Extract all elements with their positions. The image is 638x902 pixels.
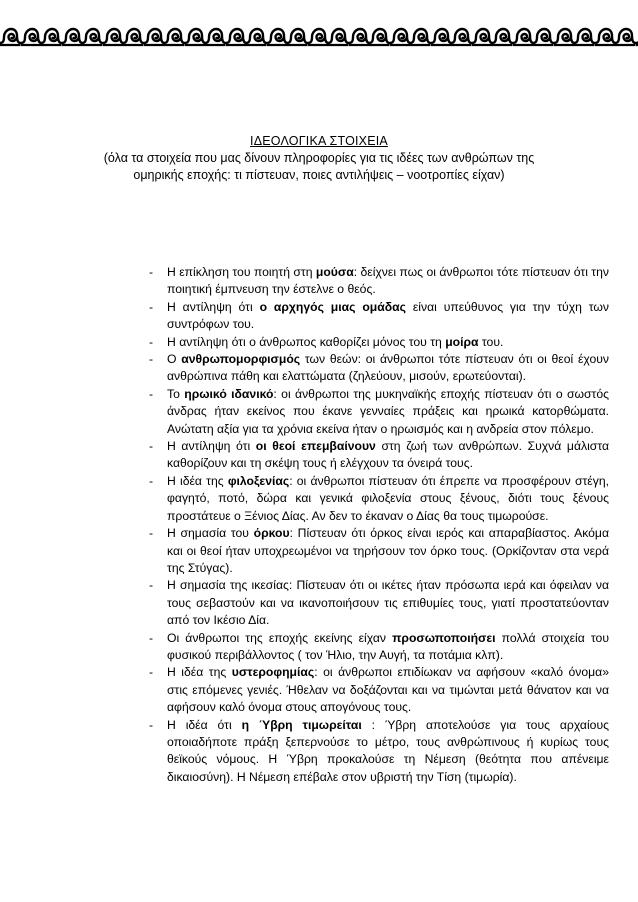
list-item-text bbox=[167, 474, 609, 523]
item-text-segment: Η ιδέα της bbox=[167, 665, 232, 680]
spiral-wave-border-icon bbox=[328, 26, 349, 48]
item-text-segment: πολλά στοιχεία του φυσικού περιβάλλοντος ( τον Ήλιο, την Αυγή, τα ποτάμια κλπ). bbox=[167, 630, 609, 662]
page-title: ΙΔΕΟΛΟΓΙΚΑ ΣΤΟΙΧΕΙΑ bbox=[250, 134, 388, 148]
list-item-text bbox=[167, 631, 609, 662]
spiral-wave-border-icon bbox=[185, 26, 206, 48]
spiral-wave-border-icon bbox=[513, 26, 534, 48]
list-bullet-dash: - bbox=[149, 334, 154, 349]
spiral-wave-border-icon bbox=[308, 26, 329, 48]
spiral-wave-border-icon bbox=[574, 26, 595, 48]
emphasized-term: υστεροφημίας bbox=[231, 665, 315, 680]
spiral-wave-border-icon bbox=[21, 26, 42, 48]
item-text-segment: : Πίστευαν ότι όρκος είναι ιερός και απαραβίαστος. Ακόμα και οι θεοί ήταν υποχρεωμένοι να τηρήσουν τον όρκο τους. (Ορκίζονταν στα νερά της Στύγας). bbox=[167, 526, 609, 575]
spiral-wave-border-icon bbox=[267, 26, 288, 48]
list-bullet-dash: - bbox=[149, 578, 154, 593]
item-text-segment: Η σημασία της ικεσίας: Πίστευαν ότι οι ικέτες ήταν πρόσωπα ιερά και όφειλαν να τους σεβαστούν και να ικανοποιήσουν τις επιθυμίες τους, γιατί προστατεύονταν από τον Ικέσιο Δία. bbox=[167, 578, 609, 628]
item-text-segment: : οι άνθρωποι επιδίωκαν να αφήσουν «καλό όνομα» στις επόμενες γενιές. Ήθελαν να δοξάζονται και να τιμώνται μετά θάνατον και να αφήσουν καλό όνομα στους απογόνους τους. bbox=[167, 665, 609, 715]
list-bullet-dash: - bbox=[149, 630, 154, 645]
item-text-segment: Η ιδέα ότι bbox=[167, 717, 242, 732]
item-text-segment: Η αντίληψη ότι bbox=[167, 439, 256, 454]
item-text-segment: του. bbox=[478, 334, 504, 349]
item-text-segment: Η ιδέα της bbox=[167, 473, 228, 488]
list-item-text bbox=[167, 526, 609, 575]
item-text-segment: Η αντίληψη ότι ο άνθρωπος καθορίζει μόνος του τη bbox=[167, 334, 446, 349]
spiral-wave-border-icon bbox=[451, 26, 472, 48]
list-item bbox=[149, 351, 609, 386]
spiral-wave-border-icon bbox=[615, 26, 636, 48]
spiral-wave-border-icon bbox=[62, 26, 83, 48]
spiral-wave-border-icon bbox=[533, 26, 554, 48]
item-text-segment: Το bbox=[167, 386, 185, 401]
emphasized-term: ο αρχηγός μιας ομάδας bbox=[259, 299, 406, 314]
spiral-wave-border-icon bbox=[123, 26, 144, 48]
spiral-wave-border-icon bbox=[492, 26, 513, 48]
list-bullet-dash: - bbox=[149, 299, 154, 314]
spiral-wave-border-icon bbox=[226, 26, 247, 48]
spiral-wave-border-icon bbox=[431, 26, 452, 48]
list-bullet-dash: - bbox=[149, 352, 154, 367]
item-text-segment: είναι υπεύθυνος για την τύχη των συντρόφων του. bbox=[167, 299, 609, 332]
spiral-wave-border-icon bbox=[390, 26, 411, 48]
list-bullet-dash: - bbox=[149, 386, 154, 401]
item-text-segment: : οι άνθρωποι της μυκηναϊκής εποχής πίστευαν ότι ο σωστός άνδρας ήταν εκείνος που έκανε γενναίες πράξεις και ηρωικά κατορθώματα. Ανώτατη αξία για τα χρόνια εκείνα ήταν ο ηρωισμός και η ανδρεία στον πόλεμο. bbox=[167, 386, 610, 436]
list-item-text bbox=[167, 265, 609, 296]
spiral-wave-border-icon bbox=[595, 26, 616, 48]
item-text-segment: Η αντίληψη ότι bbox=[167, 299, 260, 314]
item-text-segment: Οι άνθρωποι της εποχής εκείνης είχαν bbox=[167, 630, 393, 645]
item-text-segment: : Ύβρη αποτελούσε για τους αρχαίους οποιαδήποτε πράξη ξεπερνούσε το μέτρο, τους ανθρώπινους ή κυρίως τους θεϊκούς νόμους. Η Ύβρη προκαλούσε τη Νέμεση (θεότητα που απένειμε δικαιοσύνη). Η Νέμεση επέβαλε στον υβριστή την Τίση (τιμωρία). bbox=[167, 717, 609, 784]
spiral-wave-border-icon bbox=[472, 26, 493, 48]
list-item-text bbox=[167, 665, 609, 714]
list-item-text bbox=[167, 335, 503, 349]
item-text-segment: Η σημασία του bbox=[167, 526, 254, 541]
list-bullet-dash: - bbox=[149, 526, 154, 541]
list-item-text bbox=[167, 387, 609, 436]
list-item bbox=[149, 525, 609, 577]
item-text-segment: : οι άνθρωποι πίστευαν ότι έπρεπε να προσφέρουν στέγη, φαγητό, ποτό, δώρα και γενικά φιλοξενία στους ξένους, διότι τους ξένους προστάτευε ο Ξένιος Δίας. Αν δεν το έκαναν ο Δίας θα τους τιμωρούσε. bbox=[167, 473, 609, 523]
emphasized-term: όρκου bbox=[253, 526, 290, 541]
list-item bbox=[149, 386, 609, 438]
spiral-wave-border-icon bbox=[144, 26, 165, 48]
ideological-elements-list bbox=[149, 264, 609, 786]
item-text-segment: Ο bbox=[167, 352, 182, 367]
list-item bbox=[149, 438, 609, 473]
item-text-segment: Η επίκληση του ποιητή στη bbox=[167, 265, 316, 279]
list-bullet-dash: - bbox=[149, 717, 154, 732]
emphasized-term: φιλοξενίας bbox=[227, 473, 290, 488]
emphasized-term: η Ύβρη τιμωρείται bbox=[241, 717, 362, 732]
list-bullet-dash: - bbox=[149, 473, 154, 488]
list-item bbox=[149, 473, 609, 525]
list-item bbox=[149, 717, 609, 787]
emphasized-term: οι θεοί επεμβαίνουν bbox=[255, 439, 376, 454]
emphasized-term: ηρωικό ιδανικό bbox=[184, 386, 274, 401]
list-bullet-dash: - bbox=[149, 265, 154, 279]
list-item-text bbox=[167, 439, 609, 470]
emphasized-term: μοίρα bbox=[445, 334, 479, 349]
spiral-wave-border-icon bbox=[287, 26, 308, 48]
page-subtitle: (όλα τα στοιχεία που μας δίνουν πληροφορίες για τις ιδέες των ανθρώπων της ομηρικής εποχής: τι πίστευαν, ποιες αντιλήψεις – νοοτροπίες είχαν) bbox=[103, 151, 535, 182]
spiral-wave-border-icon bbox=[410, 26, 431, 48]
spiral-wave-border-icon bbox=[82, 26, 103, 48]
list-item bbox=[149, 630, 609, 665]
spiral-wave-border-icon bbox=[369, 26, 390, 48]
list-item-text bbox=[167, 718, 609, 784]
spiral-wave-border-icon bbox=[554, 26, 575, 48]
spiral-wave-border-icon bbox=[41, 26, 62, 48]
list-item bbox=[149, 299, 609, 334]
item-text-segment: στη ζωή των ανθρώπων. Συχνά μάλιστα καθορίζουν και τη σκέψη τους ή ελέγχουν τα όνειρά τους. bbox=[167, 439, 610, 471]
spiral-wave-border-icon bbox=[246, 26, 267, 48]
item-text-segment: των θεών: οι άνθρωποι τότε πίστευαν ότι οι θεοί έχουν ανθρώπινα πάθη και ελαττώματα (ζηλεύουν, μισούν, ερωτεύονται). bbox=[167, 352, 609, 384]
spiral-wave-border-icon bbox=[164, 26, 185, 48]
spiral-wave-border bbox=[0, 26, 638, 48]
item-text-segment: : δείχνει πως οι άνθρωποι τότε πίστευαν ότι την ποιητική έμπνευση την έστελνε ο θεός. bbox=[167, 265, 609, 297]
spiral-wave-border-icon bbox=[103, 26, 124, 48]
list-item bbox=[149, 664, 609, 716]
list-item bbox=[149, 577, 609, 629]
list-item bbox=[149, 334, 609, 351]
spiral-wave-border-icon bbox=[349, 26, 370, 48]
list-item-text bbox=[167, 300, 609, 331]
list-bullet-dash: - bbox=[149, 439, 154, 454]
list-item bbox=[149, 264, 609, 299]
emphasized-term: μούσα bbox=[315, 265, 354, 279]
spiral-wave-border-icon bbox=[0, 26, 21, 48]
list-item-text bbox=[167, 578, 609, 627]
list-item-text bbox=[167, 352, 609, 383]
emphasized-term: προσωποποιήσει bbox=[392, 630, 496, 645]
spiral-wave-border-icon bbox=[205, 26, 226, 48]
emphasized-term: ανθρωπομορφισμός bbox=[181, 352, 301, 367]
list-bullet-dash: - bbox=[149, 665, 154, 680]
